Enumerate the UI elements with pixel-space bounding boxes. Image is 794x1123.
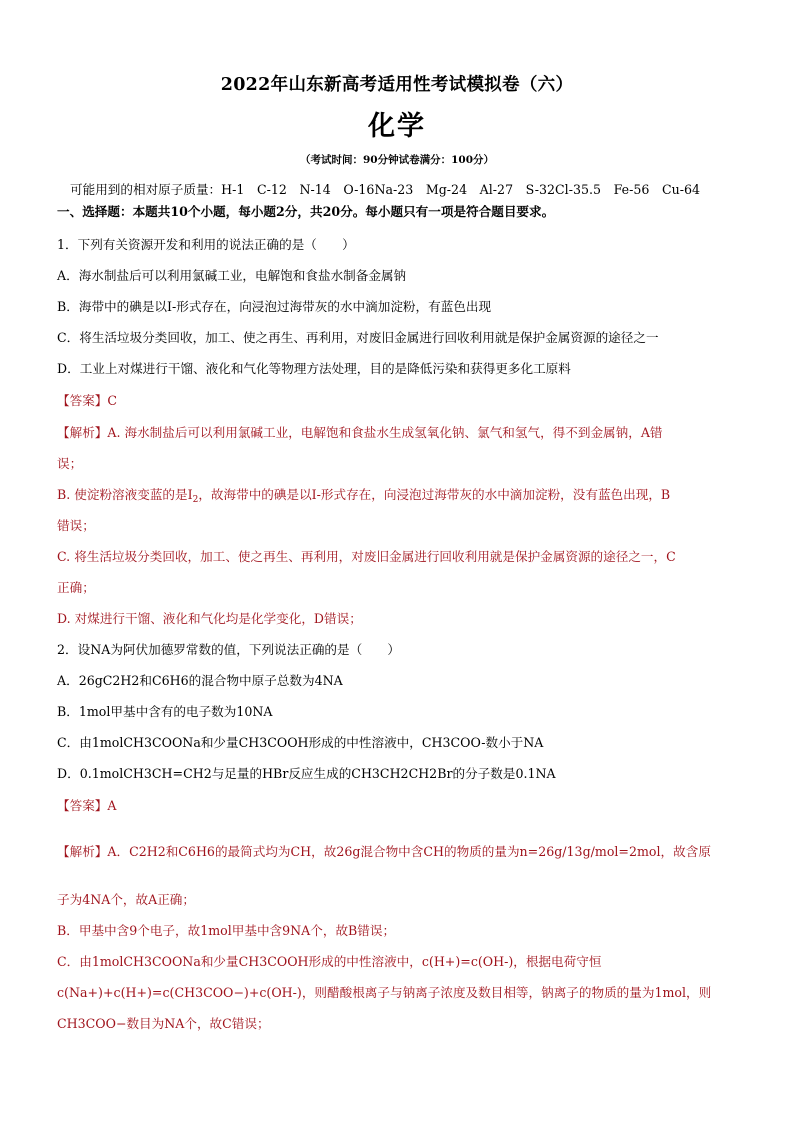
- q2-analysis-c-line2: c(Na+)+c(H+)=c(CH3COO−)+c(OH-)，则醋酸根离子与钠离子浓度及数目相等，钠离子的物质的量为1mol，则: [57, 985, 712, 1000]
- q1-analysis-b-post: ，故海带中的碘是以I-形式存在，向浸泡过海带灰的水中滴加淀粉，没有蓝色出现，B: [198, 487, 671, 502]
- q2-option-d: D．0.1molCH3CH=CH2与足量的HBr反应生成的CH3CH2CH2Br的分子数是0.1NA: [57, 766, 556, 781]
- q2-stem: 2．设NA为阿伏加德罗常数的值，下列说法正确的是（ ）: [57, 642, 400, 657]
- q2-option-c: C．由1molCH3COONa和少量CH3COOH形成的中性溶液中，CH3COO-数小于NA: [57, 735, 544, 750]
- q1-option-a: A．海水制盐后可以利用氯碱工业，电解饱和食盐水制备金属钠: [57, 268, 407, 283]
- q1-option-b: B．海带中的碘是以I-形式存在，向浸泡过海带灰的水中滴加淀粉，有蓝色出现: [57, 299, 492, 314]
- q1-option-c: C．将生活垃圾分类回收，加工、使之再生、再利用，对废旧金属进行回收利用就是保护金属资源的途径之一: [57, 330, 659, 345]
- atomic-masses: 可能用到的相对原子质量：H-1 C-12 N-14 O-16Na-23 Mg-24 Al-27 S-32Cl-35.5 Fe-56 Cu-64: [70, 182, 700, 197]
- q1-answer: 【答案】C: [57, 393, 118, 408]
- q2-answer: 【答案】A: [57, 798, 117, 813]
- q1-analysis-b-sub: 2: [192, 495, 199, 505]
- q1-analysis-a-line1: 【解析】A. 海水制盐后可以利用氯碱工业，电解饱和食盐水生成氢氧化钠、氯气和氢气，得不到金属钠，A错: [57, 425, 663, 440]
- q1-analysis-d: D. 对煤进行干馏、液化和气化均是化学变化，D错误；: [57, 611, 362, 626]
- subject-title: 化学: [368, 111, 426, 142]
- q1-stem: 1．下列有关资源开发和利用的说法正确的是（ ）: [57, 237, 355, 252]
- exam-info: （考试时间：90分钟试卷满分：100分）: [299, 154, 495, 166]
- q1-analysis-b-pre: B. 使淀粉溶液变蓝的是I: [57, 487, 193, 502]
- q1-option-d: D．工业上对煤进行干馏、液化和气化等物理方法处理，目的是降低污染和获得更多化工原料: [57, 361, 571, 376]
- q2-option-a: A．26gC2H2和C6H6的混合物中原子总数为4NA: [57, 673, 343, 688]
- q2-analysis-c-line3: CH3COO−数目为NA个，故C错误；: [57, 1016, 270, 1031]
- q1-analysis-a-line2: 误；: [57, 456, 83, 471]
- q1-analysis-c-line2: 正确；: [57, 580, 95, 595]
- q1-analysis-b-line2: 错误；: [57, 518, 95, 533]
- page-title: 2022年山东新高考适用性考试模拟卷（六）: [220, 75, 574, 95]
- q1-analysis-b-line1: [57, 486, 754, 504]
- q1-analysis-c-line1: C. 将生活垃圾分类回收，加工、使之再生、再利用，对废旧金属进行回收利用就是保护金属资源的途径之一，C: [57, 549, 676, 564]
- section-heading: 一、选择题：本题共10个小题，每小题2分，共20分。每小题只有一项是符合题目要求。: [57, 204, 555, 219]
- q2-analysis-c-line1: C．由1molCH3COONa和少量CH3COOH形成的中性溶液中，c(H+)=c(OH-)，根据电荷守恒: [57, 954, 602, 969]
- q2-analysis-b: B．甲基中含9个电子，故1mol甲基中含9NA个，故B错误；: [57, 923, 396, 938]
- q2-analysis-a-line2: 子为4NA个，故A正确；: [57, 892, 195, 907]
- q2-analysis-a-line1: 【解析】A．C2H2和C6H6的最简式均为CH，故26g混合物中含CH的物质的量为n=26g/13g/mol=2mol，故含原: [57, 844, 711, 859]
- q2-option-b: B．1mol甲基中含有的电子数为10NA: [57, 704, 273, 719]
